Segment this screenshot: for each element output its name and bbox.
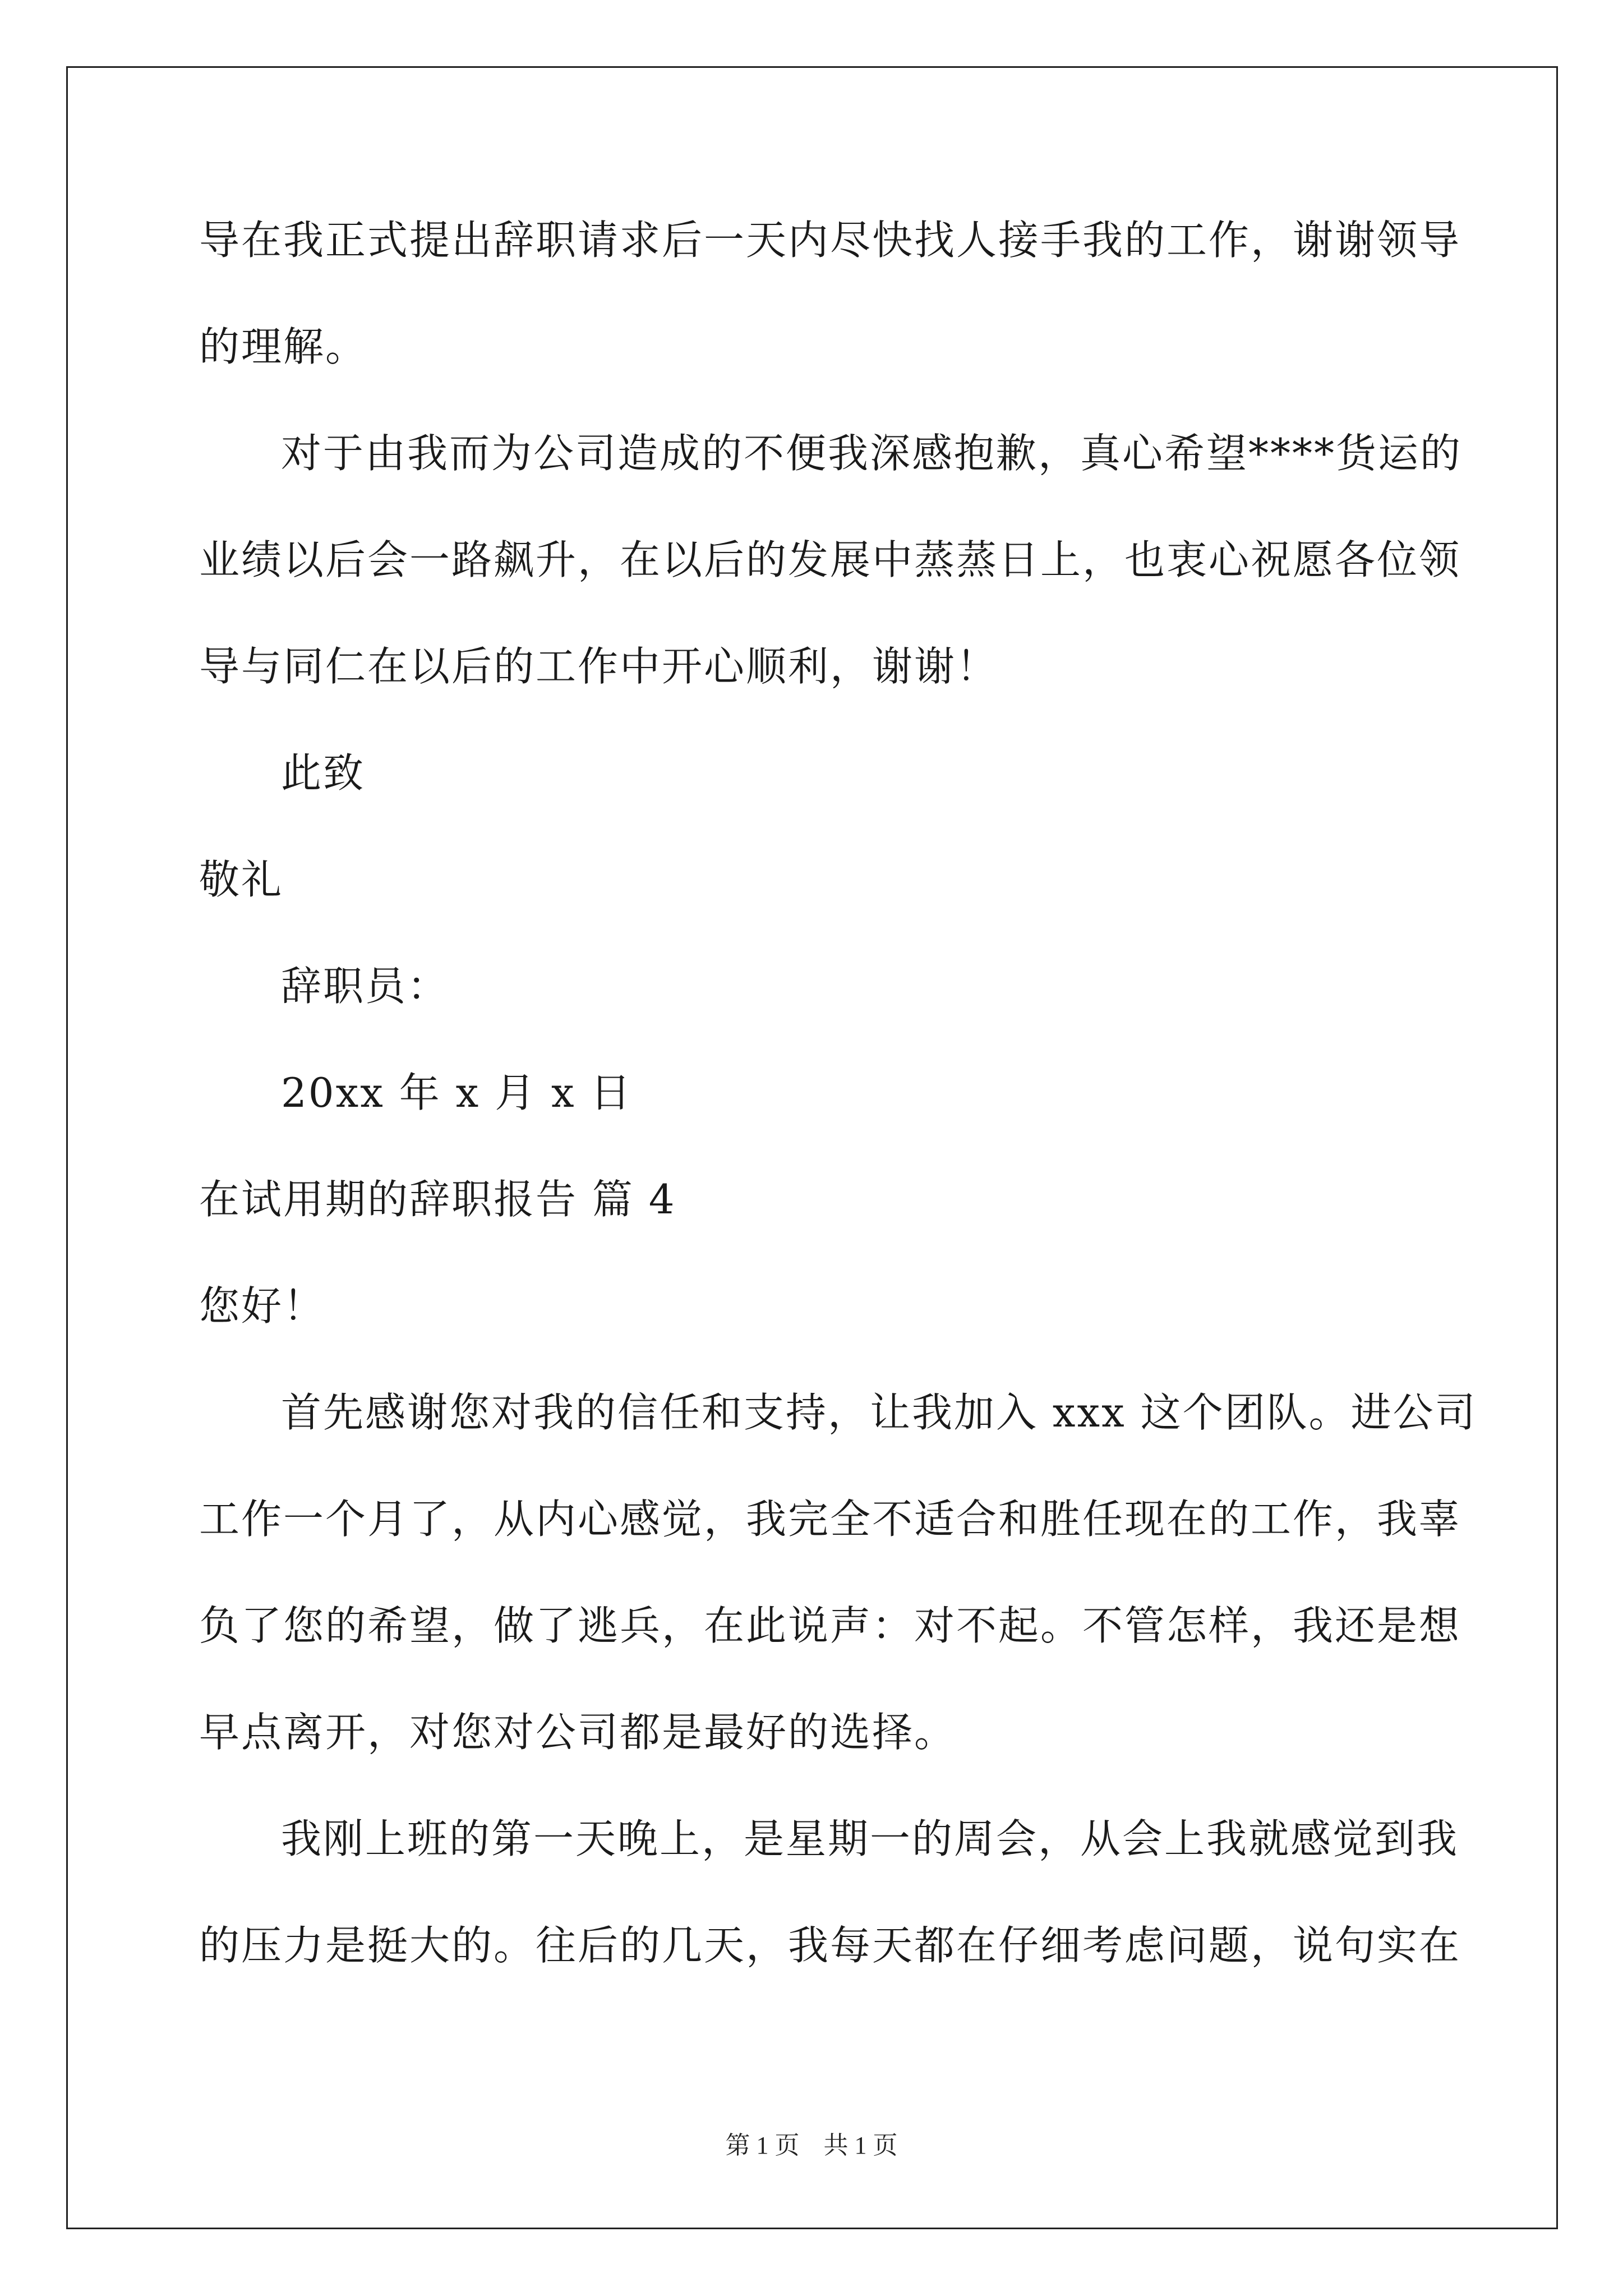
paragraph-line: 的理解。 (199, 323, 368, 370)
paragraph-line: 负了您的希望，做了逃兵，在此说声：对不起。不管怎样，我还是想 (199, 1602, 1461, 1649)
paragraph-line: 业绩以后会一路飙升，在以后的发展中蒸蒸日上，也衷心祝愿各位领 (199, 536, 1461, 583)
page-number-current: 第 1 页 (725, 2132, 800, 2159)
paragraph-line: 首先感谢您对我的信任和支持，让我加入 xxx 这个团队。进公司 (281, 1389, 1477, 1436)
salutation-line: 此致 (281, 749, 366, 797)
page-footer (0, 2125, 1623, 2161)
page-border (66, 66, 1558, 2229)
paragraph-line: 我刚上班的第一天晚上，是星期一的周会，从会上我就感觉到我 (281, 1815, 1459, 1862)
signature-line: 辞职员： (281, 963, 450, 1010)
section-heading: 在试用期的辞职报告 篇 4 (199, 1176, 676, 1223)
salutation-line: 敬礼 (199, 856, 284, 903)
paragraph-line: 导与同仁在以后的工作中开心顺利，谢谢！ (199, 643, 999, 690)
paragraph-line: 早点离开，对您对公司都是最好的选择。 (199, 1709, 957, 1756)
paragraph-line: 导在我正式提出辞职请求后一天内尽快找人接手我的工作，谢谢领导 (199, 217, 1461, 264)
greeting-line: 您好！ (199, 1282, 326, 1329)
paragraph-line: 工作一个月了，从内心感觉，我完全不适合和胜任现在的工作，我辜 (199, 1496, 1461, 1543)
page-number-total: 共 1 页 (823, 2132, 898, 2159)
paragraph-line: 的压力是挺大的。往后的几天，我每天都在仔细考虑问题，说句实在 (199, 1922, 1461, 1969)
paragraph-line: 对于由我而为公司造成的不便我深感抱歉，真心希望****货运的 (281, 430, 1463, 477)
date-line: 20xx 年 x 月 x 日 (281, 1069, 633, 1116)
